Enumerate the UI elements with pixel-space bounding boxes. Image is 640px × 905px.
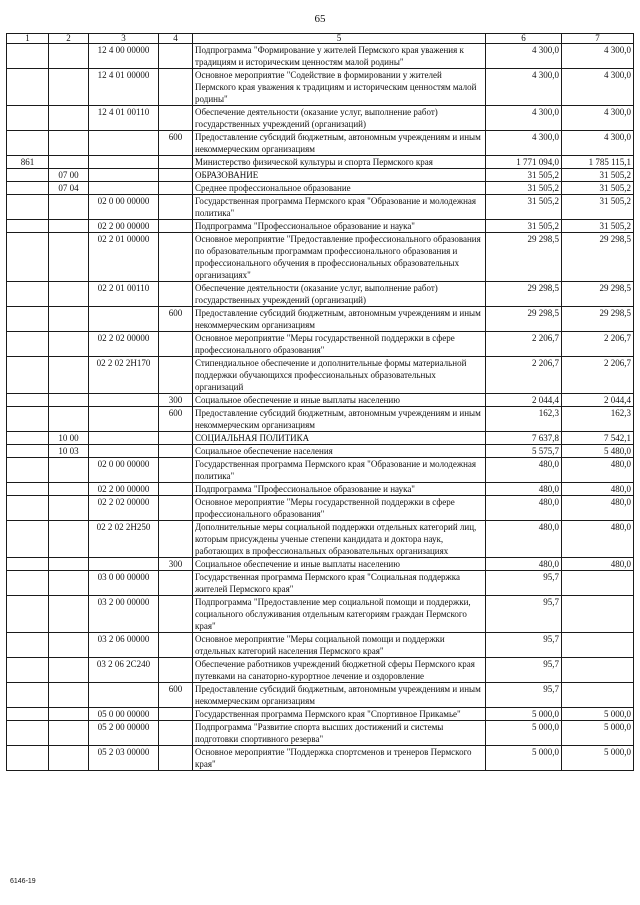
section-code [49, 658, 89, 683]
target-article-code: 03 2 06 00000 [89, 633, 159, 658]
expense-type-code [159, 633, 193, 658]
expense-type-code [159, 357, 193, 394]
table-row [7, 483, 634, 496]
table-row [7, 44, 634, 69]
section-code [49, 106, 89, 131]
section-code [49, 633, 89, 658]
amount-year-1: 95,7 [486, 633, 562, 658]
department-code [7, 571, 49, 596]
section-code [49, 332, 89, 357]
table-row [7, 521, 634, 558]
target-article-code: 03 2 00 00000 [89, 596, 159, 633]
item-description: Предоставление субсидий бюджетным, автономным учреждениям и иным некоммерческим организациям [193, 683, 486, 708]
table-body [7, 44, 634, 771]
item-description: Обеспечение деятельности (оказание услуг, выполнение работ) государственных учреждений (организаций) [193, 106, 486, 131]
department-code [7, 195, 49, 220]
item-description: Основное мероприятие "Содействие в формировании у жителей Пермского края уважения к традициям и историческим ценностям малой родины" [193, 69, 486, 106]
item-description: Основное мероприятие "Меры социальной помощи и поддержки отдельных категорий населения Пермского края" [193, 633, 486, 658]
amount-year-2: 480,0 [562, 521, 634, 558]
item-description: Среднее профессиональное образование [193, 182, 486, 195]
table-row [7, 407, 634, 432]
amount-year-1: 4 300,0 [486, 44, 562, 69]
amount-year-2: 480,0 [562, 483, 634, 496]
amount-year-2: 480,0 [562, 458, 634, 483]
target-article-code: 02 2 02 2Н170 [89, 357, 159, 394]
department-code [7, 596, 49, 633]
amount-year-1: 5 575,7 [486, 445, 562, 458]
department-code [7, 106, 49, 131]
table-row [7, 596, 634, 633]
amount-year-2: 31 505,2 [562, 195, 634, 220]
amount-year-2: 31 505,2 [562, 169, 634, 182]
table-row [7, 332, 634, 357]
expense-type-code [159, 233, 193, 282]
amount-year-1: 480,0 [486, 496, 562, 521]
department-code [7, 445, 49, 458]
amount-year-1: 480,0 [486, 558, 562, 571]
amount-year-1: 95,7 [486, 571, 562, 596]
table-row [7, 683, 634, 708]
amount-year-1: 2 044,4 [486, 394, 562, 407]
section-code [49, 596, 89, 633]
amount-year-2: 4 300,0 [562, 44, 634, 69]
amount-year-1: 95,7 [486, 596, 562, 633]
expense-type-code [159, 746, 193, 771]
amount-year-1: 31 505,2 [486, 195, 562, 220]
item-description: ОБРАЗОВАНИЕ [193, 169, 486, 182]
table-row [7, 445, 634, 458]
amount-year-2 [562, 658, 634, 683]
target-article-code: 12 4 01 00000 [89, 69, 159, 106]
section-code [49, 521, 89, 558]
amount-year-2: 4 300,0 [562, 69, 634, 106]
amount-year-1: 95,7 [486, 658, 562, 683]
section-code: 10 00 [49, 432, 89, 445]
column-header: 5 [193, 34, 486, 44]
table-row [7, 169, 634, 182]
amount-year-2: 2 206,7 [562, 332, 634, 357]
department-code [7, 69, 49, 106]
section-code [49, 483, 89, 496]
section-code [49, 458, 89, 483]
target-article-code: 02 2 02 2Н250 [89, 521, 159, 558]
department-code [7, 394, 49, 407]
table-row [7, 458, 634, 483]
item-description: Стипендиальное обеспечение и дополнительные формы материальной поддержки обучающихся профессиональных образовательных организаций [193, 357, 486, 394]
department-code [7, 233, 49, 282]
section-code [49, 233, 89, 282]
section-code [49, 357, 89, 394]
department-code [7, 169, 49, 182]
amount-year-1: 29 298,5 [486, 307, 562, 332]
target-article-code [89, 131, 159, 156]
section-code [49, 721, 89, 746]
expense-type-code [159, 571, 193, 596]
amount-year-1: 1 771 094,0 [486, 156, 562, 169]
item-description: Предоставление субсидий бюджетным, автономным учреждениям и иным некоммерческим организациям [193, 131, 486, 156]
amount-year-1: 2 206,7 [486, 332, 562, 357]
amount-year-1: 480,0 [486, 521, 562, 558]
section-code [49, 282, 89, 307]
item-description: Подпрограмма "Формирование у жителей Пермского края уважения к традициям и историческим ценностям малой родины" [193, 44, 486, 69]
table-row [7, 633, 634, 658]
department-code [7, 432, 49, 445]
expense-type-code: 600 [159, 683, 193, 708]
expense-type-code [159, 156, 193, 169]
section-code: 10 03 [49, 445, 89, 458]
amount-year-2: 31 505,2 [562, 220, 634, 233]
item-description: Социальное обеспечение населения [193, 445, 486, 458]
section-code [49, 558, 89, 571]
target-article-code [89, 169, 159, 182]
amount-year-1: 480,0 [486, 483, 562, 496]
expense-type-code [159, 521, 193, 558]
section-code [49, 131, 89, 156]
amount-year-2: 480,0 [562, 496, 634, 521]
table-row [7, 721, 634, 746]
target-article-code [89, 558, 159, 571]
department-code [7, 458, 49, 483]
amount-year-1: 4 300,0 [486, 69, 562, 106]
amount-year-2: 5 000,0 [562, 746, 634, 771]
expense-type-code [159, 445, 193, 458]
section-code [49, 746, 89, 771]
table-row [7, 156, 634, 169]
section-code [49, 195, 89, 220]
amount-year-2: 2 206,7 [562, 357, 634, 394]
target-article-code [89, 407, 159, 432]
target-article-code [89, 432, 159, 445]
amount-year-2: 1 785 115,1 [562, 156, 634, 169]
expense-type-code: 600 [159, 131, 193, 156]
target-article-code [89, 156, 159, 169]
table-row [7, 106, 634, 131]
expense-type-code [159, 483, 193, 496]
item-description: Основное мероприятие "Меры государственной поддержки в сфере профессионального образования" [193, 332, 486, 357]
table-row [7, 182, 634, 195]
section-code [49, 496, 89, 521]
item-description: Государственная программа Пермского края "Образование и молодежная политика" [193, 458, 486, 483]
item-description: СОЦИАЛЬНАЯ ПОЛИТИКА [193, 432, 486, 445]
department-code [7, 220, 49, 233]
target-article-code [89, 394, 159, 407]
table-row [7, 496, 634, 521]
department-code [7, 721, 49, 746]
item-description: Министерство физической культуры и спорта Пермского края [193, 156, 486, 169]
amount-year-2: 2 044,4 [562, 394, 634, 407]
department-code [7, 407, 49, 432]
amount-year-2 [562, 571, 634, 596]
table-row [7, 195, 634, 220]
table-row [7, 307, 634, 332]
target-article-code [89, 683, 159, 708]
section-code [49, 708, 89, 721]
item-description: Дополнительные меры социальной поддержки отдельных категорий лиц, которым присуждены ученые степени кандидата и доктора наук, работающих в профессиональных образовательных организациях [193, 521, 486, 558]
expense-type-code [159, 220, 193, 233]
department-code [7, 307, 49, 332]
item-description: Подпрограмма "Развитие спорта высших достижений и системы подготовки спортивного резерва" [193, 721, 486, 746]
column-header: 1 [7, 34, 49, 44]
amount-year-1: 7 637,8 [486, 432, 562, 445]
section-code [49, 394, 89, 407]
item-description: Подпрограмма "Предоставление мер социальной помощи и поддержки, социального обслуживания отдельным категориям граждан Пермского края" [193, 596, 486, 633]
table-row [7, 708, 634, 721]
amount-year-1: 4 300,0 [486, 131, 562, 156]
section-code [49, 683, 89, 708]
amount-year-1: 5 000,0 [486, 721, 562, 746]
amount-year-2 [562, 596, 634, 633]
department-code [7, 633, 49, 658]
amount-year-1: 31 505,2 [486, 220, 562, 233]
amount-year-2: 5 000,0 [562, 708, 634, 721]
section-code [49, 407, 89, 432]
document-code: 6146-19 [10, 878, 36, 885]
expense-type-code [159, 708, 193, 721]
table-row [7, 432, 634, 445]
expense-type-code [159, 332, 193, 357]
target-article-code [89, 445, 159, 458]
department-code [7, 182, 49, 195]
department-code [7, 496, 49, 521]
section-code [49, 69, 89, 106]
amount-year-1: 29 298,5 [486, 282, 562, 307]
item-description: Государственная программа Пермского края "Спортивное Прикамье" [193, 708, 486, 721]
amount-year-1: 31 505,2 [486, 182, 562, 195]
amount-year-2: 480,0 [562, 558, 634, 571]
department-code [7, 658, 49, 683]
item-description: Предоставление субсидий бюджетным, автономным учреждениям и иным некоммерческим организациям [193, 307, 486, 332]
amount-year-2 [562, 683, 634, 708]
table-row [7, 394, 634, 407]
item-description: Государственная программа Пермского края "Социальная поддержка жителей Пермского края" [193, 571, 486, 596]
item-description: Социальное обеспечение и иные выплаты населению [193, 558, 486, 571]
budget-table [6, 33, 634, 771]
department-code [7, 357, 49, 394]
section-code [49, 44, 89, 69]
expense-type-code [159, 658, 193, 683]
item-description: Подпрограмма "Профессиональное образование и наука" [193, 220, 486, 233]
department-code [7, 746, 49, 771]
department-code [7, 332, 49, 357]
target-article-code: 03 0 00 00000 [89, 571, 159, 596]
expense-type-code [159, 496, 193, 521]
target-article-code [89, 307, 159, 332]
item-description: Основное мероприятие "Меры государственной поддержки в сфере профессионального образования" [193, 496, 486, 521]
amount-year-1: 29 298,5 [486, 233, 562, 282]
department-code [7, 282, 49, 307]
target-article-code: 03 2 06 2С240 [89, 658, 159, 683]
department-code [7, 683, 49, 708]
column-header: 2 [49, 34, 89, 44]
target-article-code: 05 2 00 00000 [89, 721, 159, 746]
table-row [7, 558, 634, 571]
expense-type-code: 600 [159, 407, 193, 432]
department-code [7, 483, 49, 496]
expense-type-code: 300 [159, 394, 193, 407]
target-article-code: 12 4 01 00110 [89, 106, 159, 131]
expense-type-code [159, 458, 193, 483]
amount-year-2: 162,3 [562, 407, 634, 432]
amount-year-1: 5 000,0 [486, 746, 562, 771]
table-row [7, 571, 634, 596]
column-header: 3 [89, 34, 159, 44]
item-description: Обеспечение деятельности (оказание услуг, выполнение работ) государственных учреждений (организаций) [193, 282, 486, 307]
amount-year-1: 95,7 [486, 683, 562, 708]
amount-year-2: 7 542,1 [562, 432, 634, 445]
column-header: 4 [159, 34, 193, 44]
target-article-code: 02 2 02 00000 [89, 332, 159, 357]
target-article-code [89, 182, 159, 195]
expense-type-code [159, 106, 193, 131]
amount-year-2: 29 298,5 [562, 282, 634, 307]
amount-year-2: 29 298,5 [562, 307, 634, 332]
target-article-code: 02 2 00 00000 [89, 483, 159, 496]
table-row [7, 131, 634, 156]
amount-year-2: 4 300,0 [562, 131, 634, 156]
column-header: 7 [562, 34, 634, 44]
department-code [7, 521, 49, 558]
amount-year-1: 2 206,7 [486, 357, 562, 394]
item-description: Основное мероприятие "Поддержка спортсменов и тренеров Пермского края" [193, 746, 486, 771]
item-description: Обеспечение работников учреждений бюджетной сферы Пермского края путевками на санаторно-курортное лечение и оздоровление [193, 658, 486, 683]
expense-type-code [159, 195, 193, 220]
target-article-code: 02 0 00 00000 [89, 195, 159, 220]
item-description: Подпрограмма "Профессиональное образование и наука" [193, 483, 486, 496]
table-row [7, 233, 634, 282]
expense-type-code [159, 282, 193, 307]
item-description: Социальное обеспечение и иные выплаты населению [193, 394, 486, 407]
department-code [7, 44, 49, 69]
section-code: 07 04 [49, 182, 89, 195]
table-row [7, 69, 634, 106]
table-row [7, 220, 634, 233]
section-code: 07 00 [49, 169, 89, 182]
table-row [7, 658, 634, 683]
amount-year-2: 5 000,0 [562, 721, 634, 746]
target-article-code: 02 2 02 00000 [89, 496, 159, 521]
amount-year-2: 29 298,5 [562, 233, 634, 282]
expense-type-code [159, 182, 193, 195]
expense-type-code [159, 169, 193, 182]
expense-type-code [159, 721, 193, 746]
item-description: Государственная программа Пермского края "Образование и молодежная политика" [193, 195, 486, 220]
section-code [49, 156, 89, 169]
section-code [49, 571, 89, 596]
table-row [7, 357, 634, 394]
amount-year-2: 5 480,0 [562, 445, 634, 458]
amount-year-2: 4 300,0 [562, 106, 634, 131]
amount-year-1: 4 300,0 [486, 106, 562, 131]
target-article-code: 05 2 03 00000 [89, 746, 159, 771]
amount-year-1: 31 505,2 [486, 169, 562, 182]
section-code [49, 220, 89, 233]
department-code: 861 [7, 156, 49, 169]
section-code [49, 307, 89, 332]
column-number-row [7, 34, 634, 44]
target-article-code: 12 4 00 00000 [89, 44, 159, 69]
amount-year-1: 480,0 [486, 458, 562, 483]
expense-type-code: 300 [159, 558, 193, 571]
target-article-code: 02 2 01 00000 [89, 233, 159, 282]
target-article-code: 02 2 00 00000 [89, 220, 159, 233]
target-article-code: 02 2 01 00110 [89, 282, 159, 307]
expense-type-code [159, 432, 193, 445]
amount-year-1: 5 000,0 [486, 708, 562, 721]
department-code [7, 558, 49, 571]
amount-year-1: 162,3 [486, 407, 562, 432]
table-row [7, 746, 634, 771]
expense-type-code: 600 [159, 307, 193, 332]
department-code [7, 708, 49, 721]
item-description: Основное мероприятие "Предоставление профессионального образования по образовательным программам профессионального образования и профессионального обучения в профессиональных образовательных организациях" [193, 233, 486, 282]
amount-year-2: 31 505,2 [562, 182, 634, 195]
target-article-code: 02 0 00 00000 [89, 458, 159, 483]
page-number: 65 [314, 13, 326, 25]
department-code [7, 131, 49, 156]
expense-type-code [159, 69, 193, 106]
expense-type-code [159, 44, 193, 69]
target-article-code: 05 0 00 00000 [89, 708, 159, 721]
amount-year-2 [562, 633, 634, 658]
table-row [7, 282, 634, 307]
expense-type-code [159, 596, 193, 633]
item-description: Предоставление субсидий бюджетным, автономным учреждениям и иным некоммерческим организациям [193, 407, 486, 432]
column-header: 6 [486, 34, 562, 44]
